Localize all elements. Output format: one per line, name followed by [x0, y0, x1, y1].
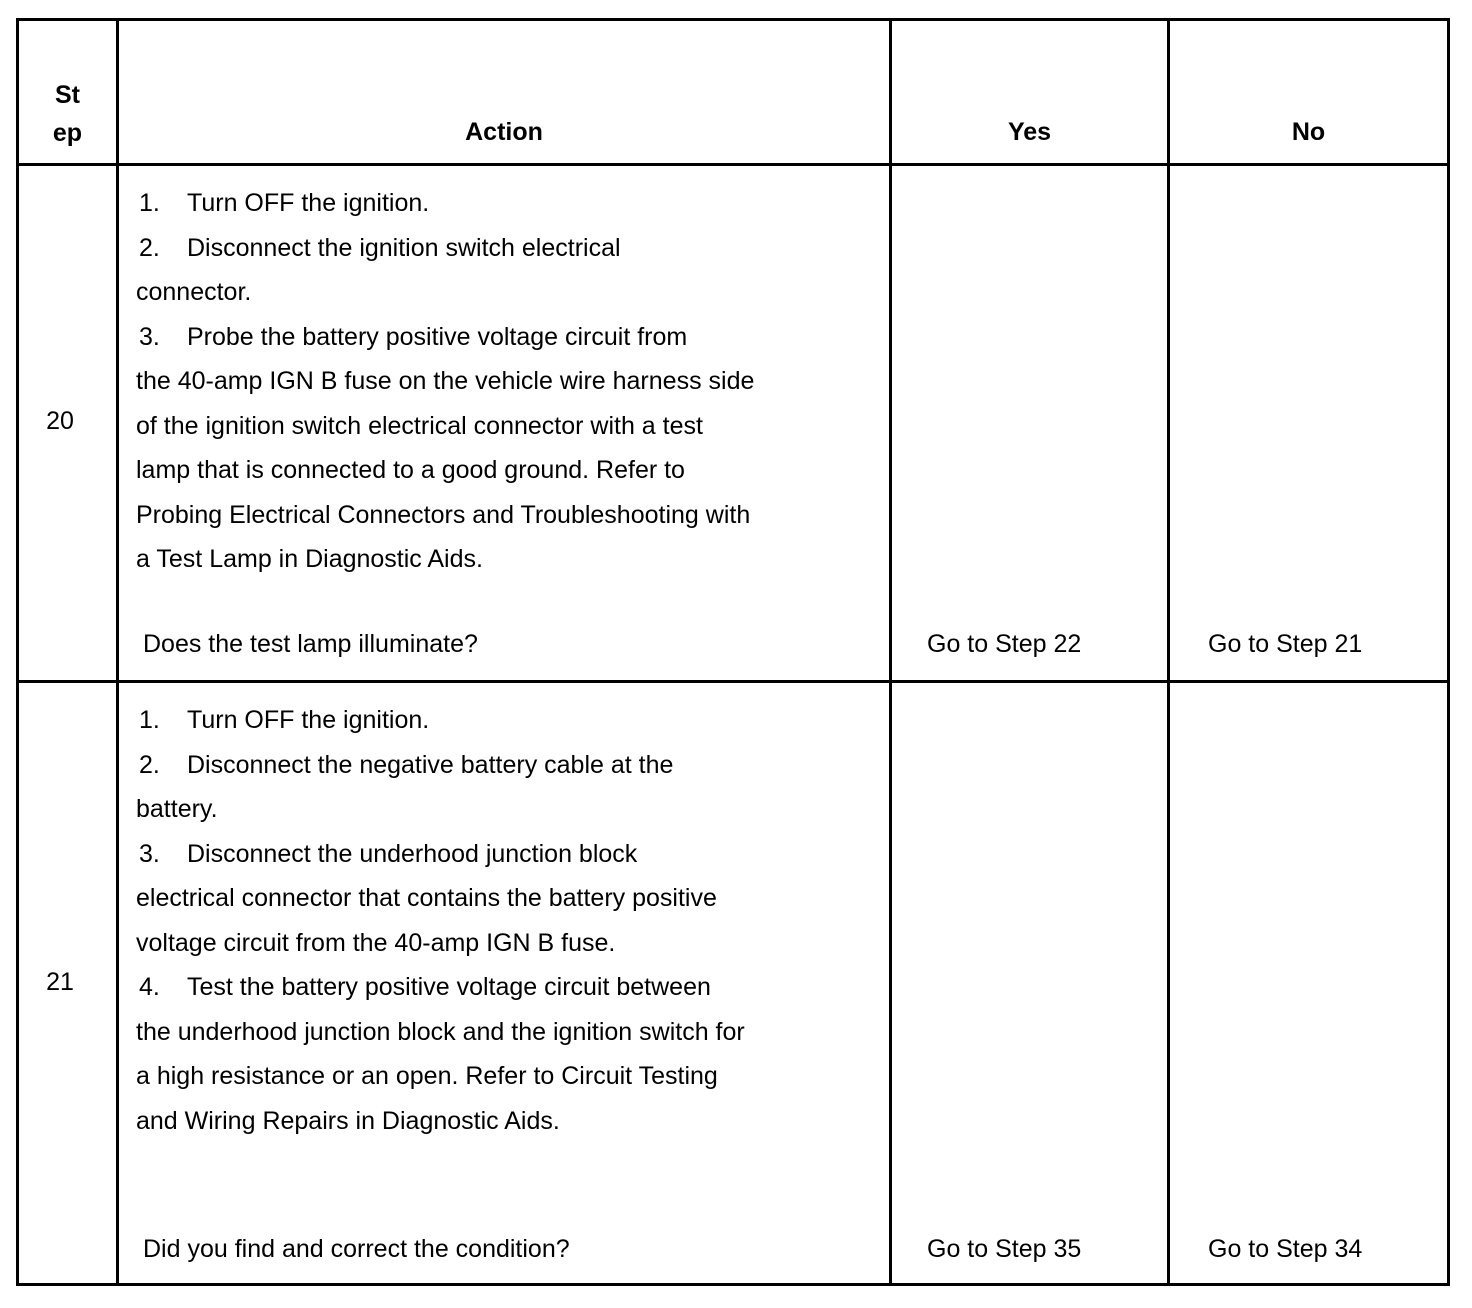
header-yes: Yes: [1007, 118, 1052, 146]
action-line: the underhood junction block and the ignition switch for: [136, 1017, 745, 1046]
action-line: [136, 743, 876, 788]
action-question: Did you find and correct the condition?: [143, 1235, 570, 1263]
column-divider: [889, 21, 892, 1283]
action-line-text: Turn OFF the ignition.: [187, 189, 430, 217]
action-line-text: Disconnect the underhood junction block: [187, 839, 638, 868]
step-number: 21: [46, 968, 74, 996]
step-item-number: 2.: [139, 233, 160, 262]
step-item-number: 4.: [139, 973, 160, 1001]
header-action: Action: [465, 118, 543, 146]
action-line-text: Probe the battery positive voltage circuit from: [187, 322, 688, 351]
action-line-text: Disconnect the ignition switch electrical: [187, 233, 621, 262]
action-line-text: Test the battery positive voltage circuit between: [187, 973, 711, 1001]
column-divider: [1167, 21, 1170, 1283]
step-item-number: 3.: [139, 322, 160, 351]
no-result: Go to Step 34: [1208, 1235, 1363, 1263]
action-line: [136, 315, 876, 360]
action-line: a Test Lamp in Diagnostic Aids.: [136, 545, 483, 573]
action-line: lamp that is connected to a good ground. Refer to: [136, 456, 685, 484]
header-step-line: St: [55, 81, 80, 109]
action-line: and Wiring Repairs in Diagnostic Aids.: [136, 1106, 560, 1135]
action-instructions: [136, 698, 876, 1143]
header-step-line: ep: [52, 119, 83, 147]
row-divider: [19, 163, 1447, 166]
action-line: [136, 965, 876, 1010]
header-no: No: [1291, 118, 1326, 146]
step-item-number: 3.: [139, 839, 160, 868]
action-line: voltage circuit from the 40-amp IGN B fuse.: [136, 928, 616, 957]
action-line-text: Disconnect the negative battery cable at the: [187, 750, 674, 779]
column-divider: [116, 21, 119, 1283]
no-result: Go to Step 21: [1208, 630, 1363, 658]
action-line: Probing Electrical Connectors and Troubleshooting with: [136, 500, 751, 529]
action-line: [136, 832, 876, 877]
action-line: the 40-amp IGN B fuse on the vehicle wire harness side: [136, 367, 755, 395]
action-line: a high resistance or an open. Refer to Circuit Testing: [136, 1062, 718, 1090]
header-step: [19, 76, 116, 152]
diagnostic-table: [16, 18, 1450, 1286]
action-question: Does the test lamp illuminate?: [143, 630, 478, 658]
row-divider: [19, 680, 1447, 683]
action-line: [136, 698, 876, 743]
action-line: [136, 226, 876, 271]
action-line: of the ignition switch electrical connector with a test: [136, 411, 703, 440]
yes-result: Go to Step 22: [927, 630, 1082, 658]
action-line: connector.: [136, 278, 252, 306]
action-line: battery.: [136, 795, 218, 823]
yes-result: Go to Step 35: [927, 1235, 1082, 1263]
action-line: electrical connector that contains the battery positive: [136, 884, 717, 912]
step-item-number: 1.: [139, 706, 160, 734]
action-line: [136, 181, 876, 226]
step-item-number: 2.: [139, 750, 160, 779]
action-instructions: [136, 181, 876, 582]
step-number: 20: [46, 407, 74, 435]
action-line-text: Turn OFF the ignition.: [187, 706, 430, 734]
step-item-number: 1.: [139, 189, 160, 217]
